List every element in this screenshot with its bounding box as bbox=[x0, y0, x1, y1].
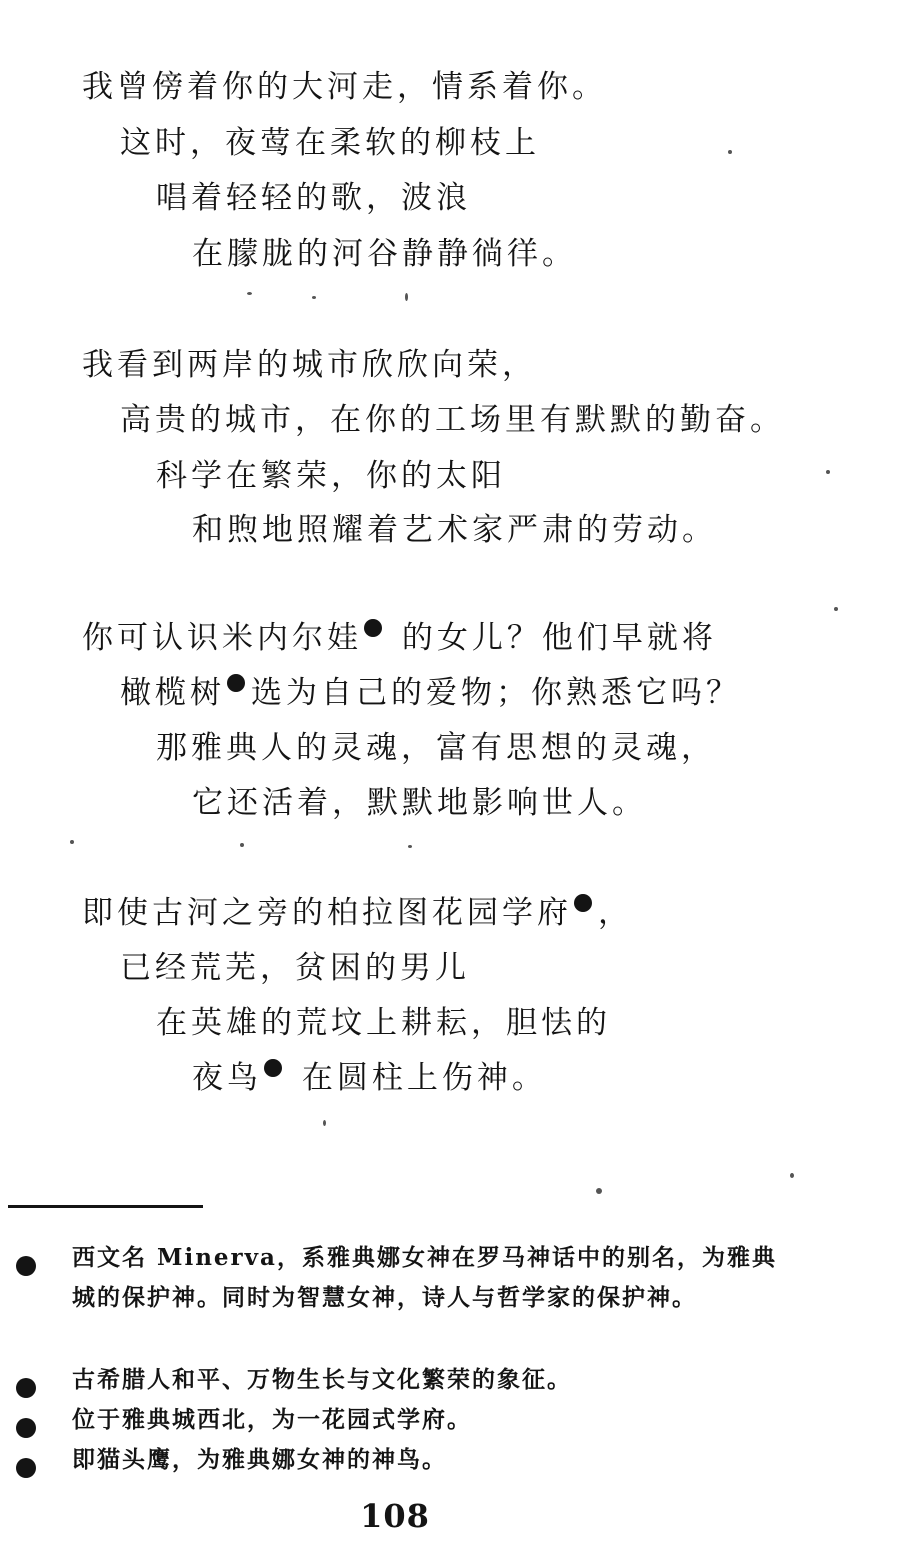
stanza-3-line-3: 那雅典人的灵魂，富有思想的灵魂， bbox=[156, 730, 716, 766]
stanza-3-line-1-text-a: 你可认识米内尔娃 bbox=[82, 620, 362, 656]
scan-speck bbox=[312, 296, 316, 299]
scan-speck bbox=[834, 607, 838, 611]
stanza-3-line-4: 它还活着，默默地影响世人。 bbox=[192, 785, 647, 821]
footnote-rule bbox=[8, 1205, 203, 1208]
stanza-2-line-4: 和煦地照耀着艺术家严肃的劳动。 bbox=[192, 512, 717, 548]
stanza-2-line-1: 我看到两岸的城市欣欣向荣， bbox=[82, 347, 537, 383]
footnote-bullet-3-icon bbox=[16, 1418, 36, 1438]
stanza-4-line-4-text-a: 夜鸟 bbox=[192, 1060, 262, 1096]
scan-speck bbox=[323, 1120, 326, 1126]
footnote-bullet-1-icon bbox=[16, 1256, 36, 1276]
scan-speck bbox=[408, 845, 412, 848]
scan-speck bbox=[826, 470, 830, 474]
stanza-4-line-1-text-b: ， bbox=[598, 895, 633, 931]
scan-speck bbox=[596, 1188, 602, 1194]
stanza-1-line-1: 我曾傍着你的大河走，情系着你。 bbox=[82, 69, 607, 105]
stanza-2-line-3: 科学在繁荣，你的太阳 bbox=[156, 458, 506, 494]
stanza-2-line-2: 高贵的城市，在你的工场里有默默的勤奋。 bbox=[120, 402, 785, 438]
page-number: 108 bbox=[360, 1497, 430, 1535]
footnote-4: 即猫头鹰，为雅典娜女神的神鸟。 bbox=[72, 1446, 447, 1473]
stanza-1-line-3: 唱着轻轻的歌，波浪 bbox=[156, 180, 471, 216]
stanza-4-line-1 bbox=[82, 893, 633, 933]
stanza-3-line-2 bbox=[120, 673, 741, 713]
stanza-4-line-4-text-b: 在圆柱上伤神。 bbox=[288, 1060, 547, 1096]
footnote-marker-4-icon bbox=[264, 1059, 282, 1077]
footnote-marker-1-icon bbox=[364, 619, 382, 637]
scan-speck bbox=[405, 293, 408, 301]
scan-speck bbox=[247, 292, 252, 295]
stanza-1-line-2: 这时，夜莺在柔软的柳枝上 bbox=[120, 125, 540, 161]
stanza-4-line-3: 在英雄的荒坟上耕耘，胆怯的 bbox=[156, 1005, 611, 1041]
stanza-4-line-2: 已经荒芜，贫困的男儿 bbox=[120, 950, 470, 986]
stanza-3-line-1 bbox=[82, 618, 717, 658]
scan-speck bbox=[240, 843, 244, 847]
footnote-3: 位于雅典城西北，为一花园式学府。 bbox=[72, 1406, 472, 1433]
footnote-1: 西文名 Minerva，系雅典娜女神在罗马神话中的别名，为雅典城的保护神。同时为智慧女神，诗人与哲学家的保护神。 bbox=[72, 1244, 777, 1311]
stanza-1-line-4: 在朦胧的河谷静静徜徉。 bbox=[192, 236, 577, 272]
scan-speck bbox=[790, 1173, 794, 1178]
footnote-marker-2-icon bbox=[227, 674, 245, 692]
stanza-3-line-2-text-a: 橄榄树 bbox=[120, 675, 225, 711]
stanza-4-line-1-text-a: 即使古河之旁的柏拉图花园学府 bbox=[82, 895, 572, 931]
footnote-bullet-4-icon bbox=[16, 1458, 36, 1478]
stanza-4-line-4 bbox=[192, 1058, 547, 1098]
footnote-bullet-2-icon bbox=[16, 1378, 36, 1398]
scan-speck bbox=[70, 840, 74, 844]
stanza-3-line-2-text-b: 选为自己的爱物；你熟悉它吗？ bbox=[251, 675, 741, 711]
scan-speck bbox=[728, 150, 732, 154]
footnote-marker-3-icon bbox=[574, 894, 592, 912]
footnote-2: 古希腊人和平、万物生长与文化繁荣的象征。 bbox=[72, 1366, 572, 1393]
stanza-3-line-1-text-b: 的女儿？他们早就将 bbox=[388, 620, 717, 656]
